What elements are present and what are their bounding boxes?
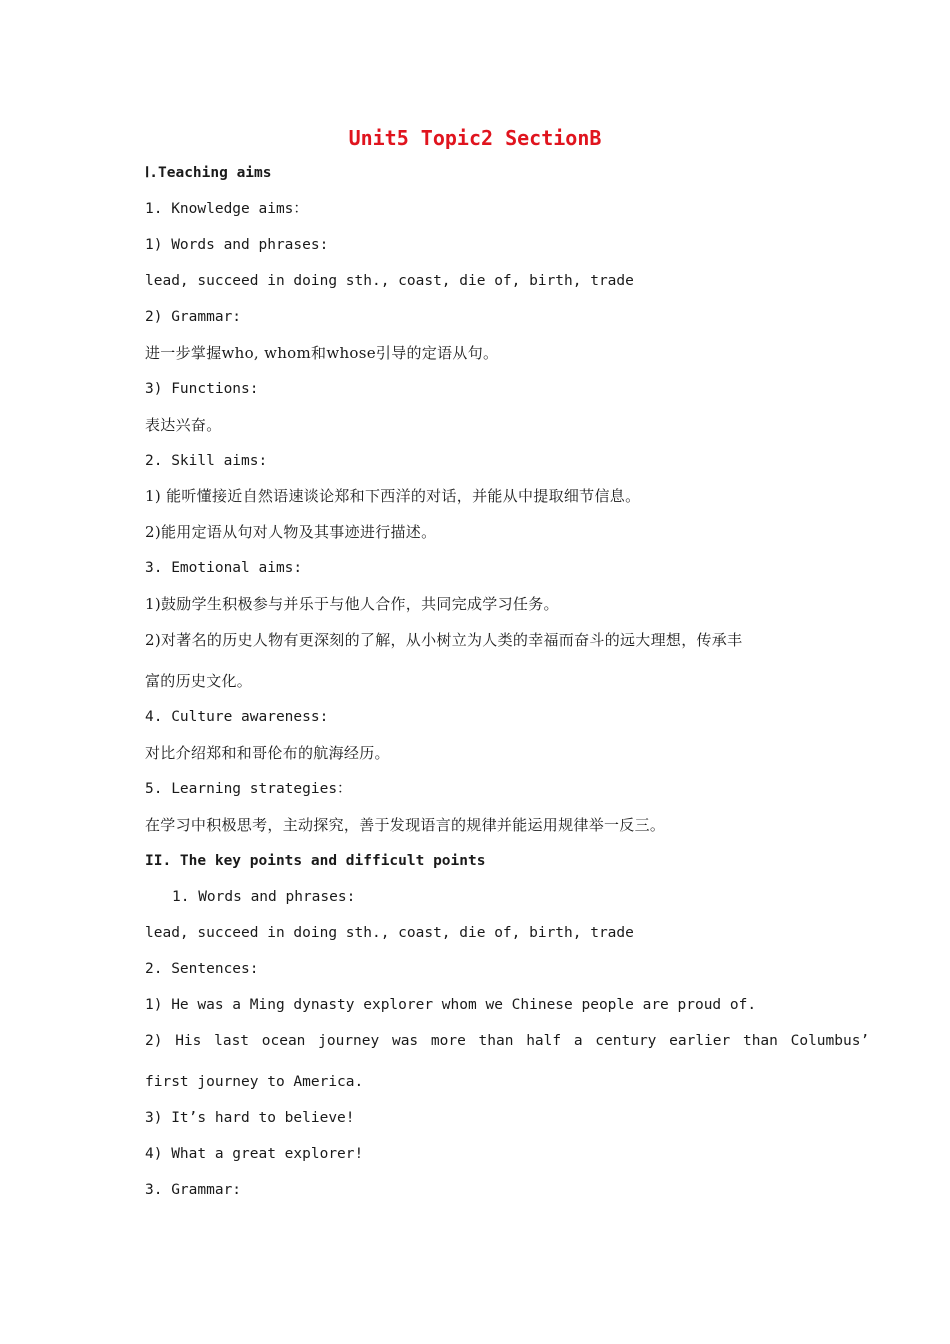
- emotional-aims-heading: 3. Emotional aims:: [145, 560, 303, 576]
- skill-aim-1: 1) 能听懂接近自然语速谈论郑和下西洋的对话，并能从中提取细节信息。: [145, 487, 641, 505]
- sentence-1: 1) He was a Ming dynasty explorer whom we Chinese people are proud of.: [145, 997, 757, 1013]
- functions-text: 表达兴奋。: [145, 416, 222, 434]
- key-words-phrases-heading: 1. Words and phrases:: [172, 889, 356, 905]
- grammar-heading: 2) Grammar:: [145, 309, 242, 325]
- sentence-3: 3) It’s hard to believe!: [145, 1110, 355, 1126]
- section-heading-key-points: II. The key points and difficult points: [145, 853, 486, 869]
- sentences-heading: 2. Sentences:: [145, 961, 259, 977]
- skill-aims-heading: 2. Skill aims:: [145, 453, 268, 469]
- culture-awareness-text: 对比介绍郑和和哥伦布的航海经历。: [145, 744, 390, 762]
- emotional-aim-1: 1)鼓励学生积极参与并乐于与他人合作，共同完成学习任务。: [145, 595, 559, 613]
- emotional-aim-2-continued: 富的历史文化。: [145, 672, 253, 690]
- knowledge-aims-heading: 1. Knowledge aims：: [145, 201, 308, 217]
- sentence-4: 4) What a great explorer!: [145, 1146, 364, 1162]
- learning-strategies-heading: 5. Learning strategies：: [145, 781, 352, 797]
- grammar-text: 进一步掌握who, whom和whose引导的定语从句。: [145, 344, 499, 362]
- sentence-2: 2) His last ocean journey was more than half a century earlier than Columbus’: [145, 1033, 870, 1049]
- culture-awareness-heading: 4. Culture awareness:: [145, 709, 329, 725]
- key-words-phrases-list: lead, succeed in doing sth., coast, die of, birth, trade: [145, 925, 634, 941]
- emotional-aim-2: 2)对著名的历史人物有更深刻的了解，从小树立为人类的幸福而奋斗的远大理想，传承丰: [145, 631, 743, 649]
- section-heading-teaching-aims: Ⅰ.Teaching aims: [145, 165, 272, 181]
- learning-strategies-text: 在学习中积极思考，主动探究，善于发现语言的规律并能运用规律举一反三。: [145, 816, 666, 834]
- key-grammar-heading: 3. Grammar:: [145, 1182, 242, 1198]
- document-title: Unit5 Topic2 SectionB: [348, 126, 602, 150]
- words-phrases-heading: 1) Words and phrases:: [145, 237, 329, 253]
- sentence-2-continued: first journey to America.: [145, 1074, 364, 1090]
- functions-heading: 3) Functions:: [145, 381, 259, 397]
- skill-aim-2: 2)能用定语从句对人物及其事迹进行描述。: [145, 523, 437, 541]
- words-phrases-list: lead, succeed in doing sth., coast, die of, birth, trade: [145, 273, 634, 289]
